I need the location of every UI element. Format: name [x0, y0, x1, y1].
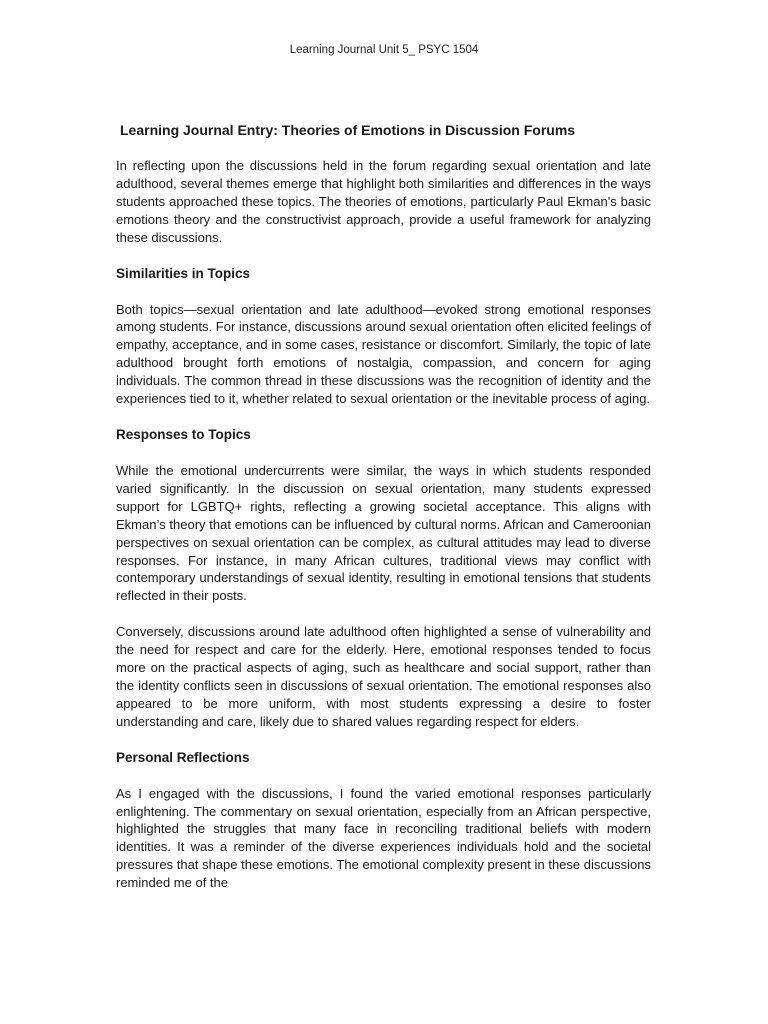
paragraph: Both topics—sexual orientation and late adulthood—evoked strong emotional responses among students. For instance, discussions around sexual orientation often elicited feelings of empathy, acceptance, and in some cases, resistance or discomfort. Similarly, the topic of late adulthood brought forth emotions of nostalgia, compassion, and concern for aging individuals. The common thread in these discussions was the recognition of identity and the experiences tied to it, whether related to sexual orientation or the inevitable process of aging.: [116, 301, 651, 407]
paragraph: Conversely, discussions around late adulthood often highlighted a sense of vulnerability and the need for respect and care for the elderly. Here, emotional responses tended to focus more on the practical aspects of aging, such as healthcare and social support, rather than the identity conflicts seen in discussions of sexual orientation. The emotional responses also appeared to be more uniform, with most students expressing a desire to foster understanding and care, likely due to shared values regarding respect for elders.: [116, 624, 651, 729]
section-heading-personal-reflections: Personal Reflections: [116, 749, 250, 765]
document-body: [116, 122, 651, 910]
section-heading-similarities: Similarities in Topics: [116, 265, 251, 281]
document-title: Learning Journal Entry: Theories of Emotions in Discussion Forums: [120, 122, 576, 138]
running-header: Learning Journal Unit 5_ PSYC 1504: [289, 44, 479, 56]
section-heading-responses: Responses to Topics: [116, 426, 251, 442]
intro-paragraph: In reflecting upon the discussions held in the forum regarding sexual orientation and late adulthood, several themes emerge that highlight both similarities and differences in the ways students approached these topics. The theories of emotions, particularly Paul Ekman's basic emotions theory and the constructivist approach, provide a useful framework for analyzing these discussions.: [116, 158, 651, 245]
paragraph: While the emotional undercurrents were similar, the ways in which students responded varied significantly. In the discussion on sexual orientation, many students expressed support for LGBTQ+ rights, reflecting a growing societal acceptance. This aligns with Ekman’s theory that emotions can be influenced by cultural norms. African and Cameroonian perspectives on sexual orientation can be complex, as cultural attitudes may lead to diverse responses. For instance, in many African cultures, traditional views may conflict with contemporary understandings of sexual identity, resulting in emotional tensions that students reflected in their posts.: [116, 462, 651, 604]
paragraph: As I engaged with the discussions, I found the varied emotional responses particularly enlightening. The commentary on sexual orientation, especially from an African perspective, highlighted the struggles that many face in reconciling traditional beliefs with modern identities. It was a reminder of the diverse experiences individuals hold and the societal pressures that shape these emotions. The emotional complexity present in these discussions reminded me of the: [116, 785, 651, 891]
